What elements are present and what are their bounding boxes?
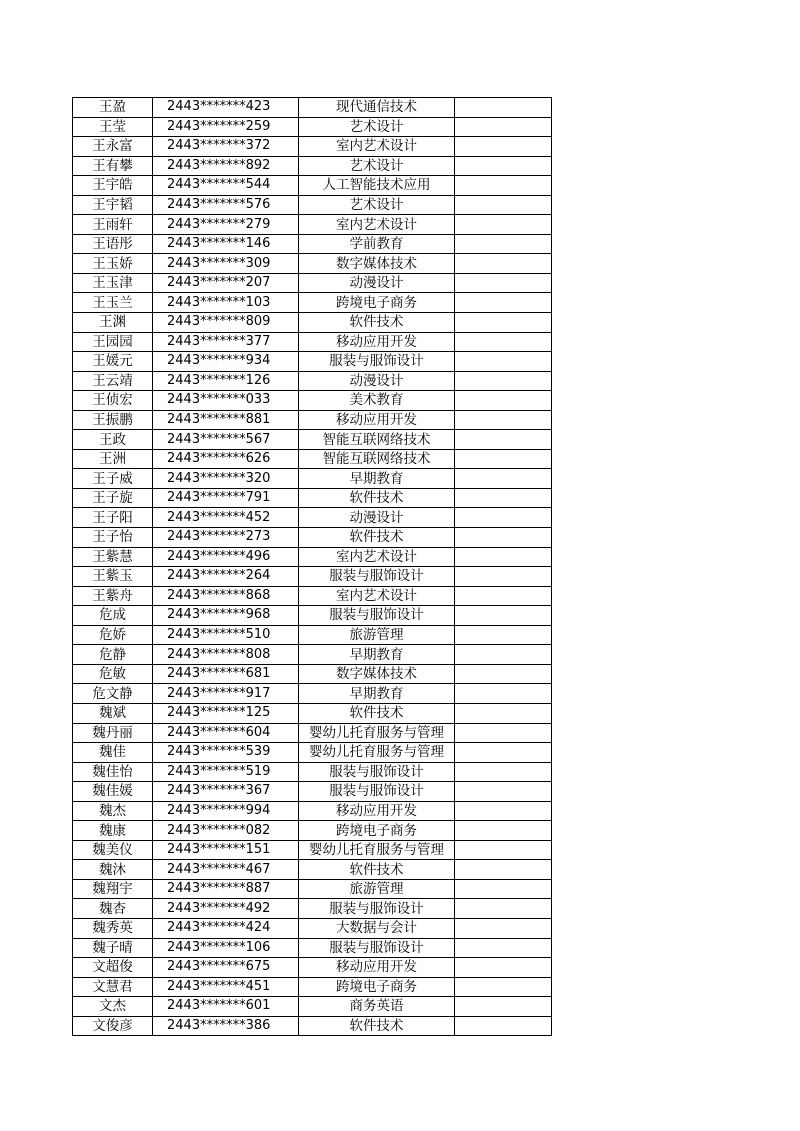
student-name-cell: 王玉娇 [73, 254, 153, 274]
table-row [73, 840, 552, 860]
major-cell: 艺术设计 [299, 117, 455, 137]
student-id-cell: 2443*******994 [153, 801, 299, 821]
student-id-cell: 2443*******386 [153, 1016, 299, 1036]
student-name-cell: 魏佳媛 [73, 782, 153, 802]
note-cell [455, 410, 552, 430]
note-cell [455, 137, 552, 157]
major-cell: 人工智能技术应用 [299, 176, 455, 196]
student-id-cell: 2443*******887 [153, 879, 299, 899]
student-name-cell: 魏斌 [73, 703, 153, 723]
note-cell [455, 332, 552, 352]
student-name-cell: 文杰 [73, 997, 153, 1017]
note-cell [455, 1016, 552, 1036]
note-cell [455, 371, 552, 391]
major-cell: 动漫设计 [299, 273, 455, 293]
student-name-cell: 王云靖 [73, 371, 153, 391]
major-cell: 软件技术 [299, 488, 455, 508]
major-cell: 大数据与会计 [299, 918, 455, 938]
major-cell: 软件技术 [299, 703, 455, 723]
table-row [73, 98, 552, 118]
table-row [73, 234, 552, 254]
student-id-cell: 2443*******544 [153, 176, 299, 196]
table-row [73, 547, 552, 567]
student-id-cell: 2443*******626 [153, 449, 299, 469]
table-row [73, 528, 552, 548]
student-id-cell: 2443*******604 [153, 723, 299, 743]
student-name-cell: 王媛元 [73, 352, 153, 372]
note-cell [455, 313, 552, 333]
student-name-cell: 王玉兰 [73, 293, 153, 313]
student-id-cell: 2443*******868 [153, 586, 299, 606]
table-row [73, 488, 552, 508]
table-row [73, 664, 552, 684]
student-name-cell: 文俊彦 [73, 1016, 153, 1036]
note-cell [455, 117, 552, 137]
major-cell: 动漫设计 [299, 508, 455, 528]
note-cell [455, 156, 552, 176]
table-row [73, 117, 552, 137]
major-cell: 室内艺术设计 [299, 215, 455, 235]
student-name-cell: 魏杰 [73, 801, 153, 821]
note-cell [455, 997, 552, 1017]
note-cell [455, 762, 552, 782]
student-name-cell: 王雨轩 [73, 215, 153, 235]
table-row [73, 977, 552, 997]
student-name-cell: 魏美仪 [73, 840, 153, 860]
student-name-cell: 王永富 [73, 137, 153, 157]
major-cell: 智能互联网络技术 [299, 430, 455, 450]
student-id-cell: 2443*******259 [153, 117, 299, 137]
major-cell: 早期教育 [299, 645, 455, 665]
major-cell: 服装与服饰设计 [299, 938, 455, 958]
student-name-cell: 王盈 [73, 98, 153, 118]
table-row [73, 821, 552, 841]
student-name-cell: 魏康 [73, 821, 153, 841]
table-row [73, 469, 552, 489]
note-cell [455, 528, 552, 548]
note-cell [455, 801, 552, 821]
table-row [73, 703, 552, 723]
note-cell [455, 625, 552, 645]
major-cell: 智能互联网络技术 [299, 449, 455, 469]
note-cell [455, 977, 552, 997]
note-cell [455, 488, 552, 508]
major-cell: 服装与服饰设计 [299, 782, 455, 802]
student-name-cell: 王子阳 [73, 508, 153, 528]
student-name-cell: 魏丹丽 [73, 723, 153, 743]
major-cell: 商务英语 [299, 997, 455, 1017]
student-name-cell: 危成 [73, 606, 153, 626]
table-row [73, 879, 552, 899]
major-cell: 服装与服饰设计 [299, 606, 455, 626]
table-row [73, 606, 552, 626]
student-name-cell: 王子旋 [73, 488, 153, 508]
note-cell [455, 449, 552, 469]
major-cell: 现代通信技术 [299, 98, 455, 118]
student-id-cell: 2443*******539 [153, 743, 299, 763]
note-cell [455, 879, 552, 899]
note-cell [455, 860, 552, 880]
note-cell [455, 254, 552, 274]
table-row [73, 371, 552, 391]
major-cell: 婴幼儿托育服务与管理 [299, 723, 455, 743]
table-row [73, 899, 552, 919]
note-cell [455, 743, 552, 763]
student-name-cell: 危静 [73, 645, 153, 665]
major-cell: 早期教育 [299, 469, 455, 489]
major-cell: 美术教育 [299, 391, 455, 411]
student-name-cell: 魏杏 [73, 899, 153, 919]
note-cell [455, 352, 552, 372]
table-row [73, 743, 552, 763]
note-cell [455, 684, 552, 704]
note-cell [455, 664, 552, 684]
note-cell [455, 547, 552, 567]
note-cell [455, 469, 552, 489]
student-id-cell: 2443*******496 [153, 547, 299, 567]
note-cell [455, 234, 552, 254]
student-id-cell: 2443*******791 [153, 488, 299, 508]
table-row [73, 449, 552, 469]
student-id-cell: 2443*******273 [153, 528, 299, 548]
student-name-cell: 王玉津 [73, 273, 153, 293]
note-cell [455, 391, 552, 411]
student-id-cell: 2443*******681 [153, 664, 299, 684]
table-row [73, 938, 552, 958]
major-cell: 学前教育 [299, 234, 455, 254]
table-row [73, 215, 552, 235]
major-cell: 跨境电子商务 [299, 293, 455, 313]
student-id-cell: 2443*******309 [153, 254, 299, 274]
major-cell: 移动应用开发 [299, 958, 455, 978]
student-name-cell: 王政 [73, 430, 153, 450]
student-name-cell: 魏沐 [73, 860, 153, 880]
student-id-cell: 2443*******451 [153, 977, 299, 997]
note-cell [455, 567, 552, 587]
table-row [73, 195, 552, 215]
student-id-cell: 2443*******264 [153, 567, 299, 587]
major-cell: 移动应用开发 [299, 410, 455, 430]
note-cell [455, 821, 552, 841]
student-name-cell: 魏佳怡 [73, 762, 153, 782]
note-cell [455, 840, 552, 860]
major-cell: 服装与服饰设计 [299, 352, 455, 372]
table-row [73, 430, 552, 450]
major-cell: 艺术设计 [299, 195, 455, 215]
student-name-cell: 魏子晴 [73, 938, 153, 958]
student-id-cell: 2443*******492 [153, 899, 299, 919]
table-row [73, 762, 552, 782]
note-cell [455, 508, 552, 528]
note-cell [455, 215, 552, 235]
student-id-cell: 2443*******519 [153, 762, 299, 782]
major-cell: 软件技术 [299, 1016, 455, 1036]
note-cell [455, 98, 552, 118]
table-row [73, 293, 552, 313]
table-row [73, 801, 552, 821]
student-name-cell: 王紫慧 [73, 547, 153, 567]
student-name-cell: 魏佳 [73, 743, 153, 763]
student-id-cell: 2443*******151 [153, 840, 299, 860]
major-cell: 室内艺术设计 [299, 137, 455, 157]
note-cell [455, 586, 552, 606]
major-cell: 软件技术 [299, 528, 455, 548]
student-name-cell: 王有攀 [73, 156, 153, 176]
student-id-cell: 2443*******675 [153, 958, 299, 978]
table-row [73, 273, 552, 293]
student-name-cell: 王莹 [73, 117, 153, 137]
note-cell [455, 293, 552, 313]
table-row [73, 391, 552, 411]
table-row [73, 782, 552, 802]
major-cell: 跨境电子商务 [299, 821, 455, 841]
note-cell [455, 703, 552, 723]
major-cell: 旅游管理 [299, 879, 455, 899]
student-id-cell: 2443*******467 [153, 860, 299, 880]
student-id-cell: 2443*******452 [153, 508, 299, 528]
student-id-cell: 2443*******808 [153, 645, 299, 665]
student-id-cell: 2443*******103 [153, 293, 299, 313]
roster-table-body [73, 98, 552, 1036]
student-id-cell: 2443*******567 [153, 430, 299, 450]
major-cell: 动漫设计 [299, 371, 455, 391]
student-name-cell: 王侦宏 [73, 391, 153, 411]
table-row [73, 176, 552, 196]
note-cell [455, 176, 552, 196]
student-id-cell: 2443*******377 [153, 332, 299, 352]
student-id-cell: 2443*******207 [153, 273, 299, 293]
table-row [73, 508, 552, 528]
student-name-cell: 王宇皓 [73, 176, 153, 196]
student-id-cell: 2443*******320 [153, 469, 299, 489]
major-cell: 艺术设计 [299, 156, 455, 176]
major-cell: 数字媒体技术 [299, 254, 455, 274]
major-cell: 跨境电子商务 [299, 977, 455, 997]
major-cell: 软件技术 [299, 860, 455, 880]
student-id-cell: 2443*******367 [153, 782, 299, 802]
table-row [73, 567, 552, 587]
table-row [73, 645, 552, 665]
student-name-cell: 王语彤 [73, 234, 153, 254]
student-id-cell: 2443*******424 [153, 918, 299, 938]
student-name-cell: 王洲 [73, 449, 153, 469]
student-name-cell: 文超俊 [73, 958, 153, 978]
student-id-cell: 2443*******809 [153, 313, 299, 333]
table-row [73, 1016, 552, 1036]
student-name-cell: 王紫玉 [73, 567, 153, 587]
student-id-cell: 2443*******917 [153, 684, 299, 704]
student-name-cell: 王渊 [73, 313, 153, 333]
note-cell [455, 958, 552, 978]
note-cell [455, 723, 552, 743]
major-cell: 移动应用开发 [299, 801, 455, 821]
student-id-cell: 2443*******892 [153, 156, 299, 176]
student-name-cell: 王振鹏 [73, 410, 153, 430]
student-id-cell: 2443*******423 [153, 98, 299, 118]
table-row [73, 137, 552, 157]
student-name-cell: 危敏 [73, 664, 153, 684]
table-row [73, 684, 552, 704]
table-row [73, 997, 552, 1017]
roster-table [72, 97, 552, 1036]
table-row [73, 860, 552, 880]
student-id-cell: 2443*******510 [153, 625, 299, 645]
student-id-cell: 2443*******082 [153, 821, 299, 841]
major-cell: 服装与服饰设计 [299, 567, 455, 587]
student-id-cell: 2443*******934 [153, 352, 299, 372]
note-cell [455, 273, 552, 293]
student-id-cell: 2443*******372 [153, 137, 299, 157]
student-name-cell: 魏秀英 [73, 918, 153, 938]
table-row [73, 352, 552, 372]
student-name-cell: 王宇韬 [73, 195, 153, 215]
student-id-cell: 2443*******106 [153, 938, 299, 958]
student-id-cell: 2443*******126 [153, 371, 299, 391]
major-cell: 移动应用开发 [299, 332, 455, 352]
note-cell [455, 938, 552, 958]
student-name-cell: 王园园 [73, 332, 153, 352]
table-row [73, 254, 552, 274]
student-id-cell: 2443*******968 [153, 606, 299, 626]
table-row [73, 586, 552, 606]
student-id-cell: 2443*******279 [153, 215, 299, 235]
note-cell [455, 645, 552, 665]
note-cell [455, 195, 552, 215]
student-id-cell: 2443*******601 [153, 997, 299, 1017]
student-id-cell: 2443*******125 [153, 703, 299, 723]
major-cell: 软件技术 [299, 313, 455, 333]
student-name-cell: 危娇 [73, 625, 153, 645]
major-cell: 旅游管理 [299, 625, 455, 645]
major-cell: 室内艺术设计 [299, 547, 455, 567]
student-id-cell: 2443*******033 [153, 391, 299, 411]
student-id-cell: 2443*******146 [153, 234, 299, 254]
table-row [73, 410, 552, 430]
table-row [73, 918, 552, 938]
student-id-cell: 2443*******576 [153, 195, 299, 215]
table-row [73, 156, 552, 176]
table-row [73, 332, 552, 352]
table-row [73, 958, 552, 978]
student-name-cell: 王子怡 [73, 528, 153, 548]
major-cell: 服装与服饰设计 [299, 899, 455, 919]
major-cell: 婴幼儿托育服务与管理 [299, 743, 455, 763]
note-cell [455, 899, 552, 919]
student-name-cell: 王子威 [73, 469, 153, 489]
student-id-cell: 2443*******881 [153, 410, 299, 430]
table-row [73, 625, 552, 645]
major-cell: 数字媒体技术 [299, 664, 455, 684]
table-row [73, 723, 552, 743]
student-name-cell: 危文静 [73, 684, 153, 704]
student-name-cell: 王紫舟 [73, 586, 153, 606]
major-cell: 婴幼儿托育服务与管理 [299, 840, 455, 860]
major-cell: 早期教育 [299, 684, 455, 704]
student-name-cell: 魏翔宇 [73, 879, 153, 899]
note-cell [455, 430, 552, 450]
note-cell [455, 918, 552, 938]
student-name-cell: 文慧君 [73, 977, 153, 997]
major-cell: 服装与服饰设计 [299, 762, 455, 782]
note-cell [455, 606, 552, 626]
major-cell: 室内艺术设计 [299, 586, 455, 606]
note-cell [455, 782, 552, 802]
table-row [73, 313, 552, 333]
